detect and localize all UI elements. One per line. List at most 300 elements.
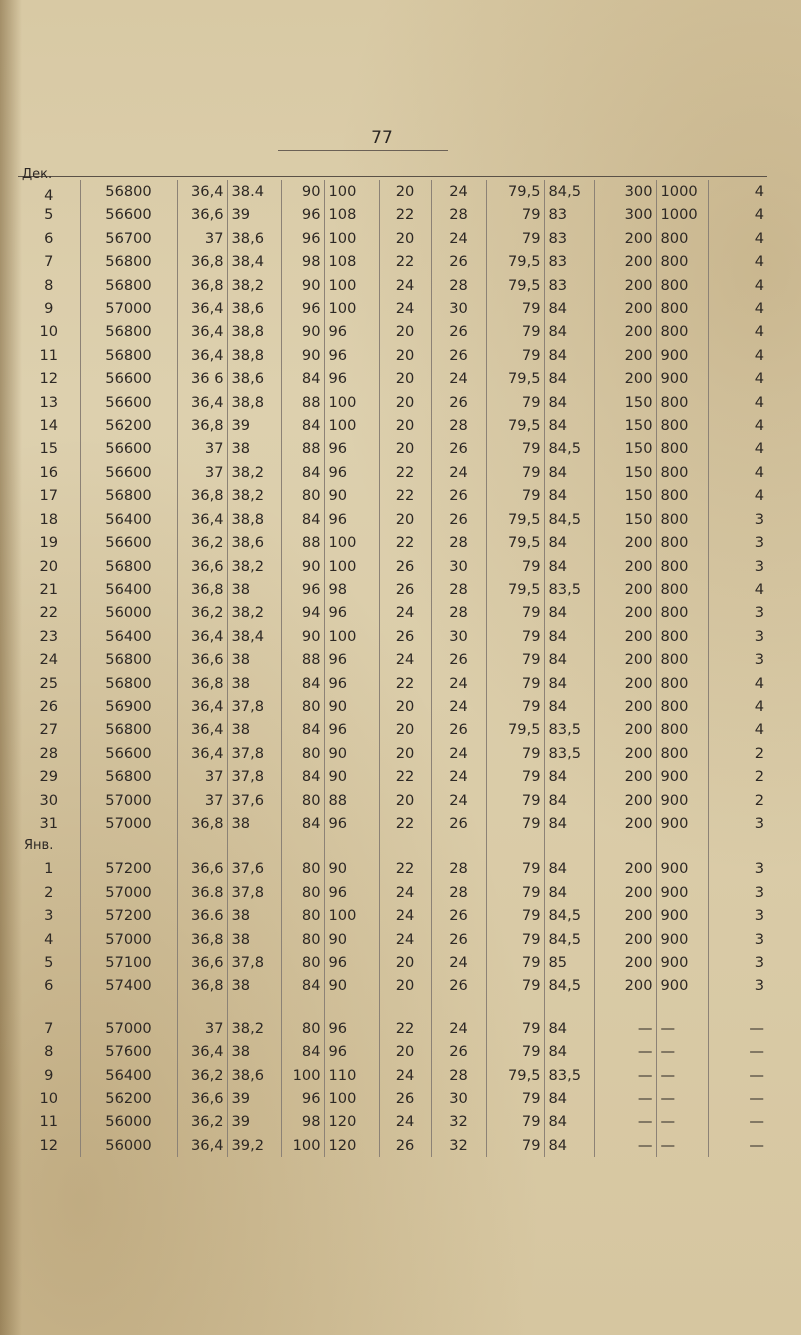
cell-c5: 100	[324, 180, 379, 203]
cell-c11: 800	[656, 718, 708, 741]
cell-c1: 56600	[80, 531, 177, 554]
table-row	[18, 1040, 767, 1063]
day-cell: 6	[44, 977, 54, 995]
cell-c2: 36,6	[177, 1087, 227, 1110]
cell-c1: 57200	[80, 904, 177, 927]
cell-c7: 30	[431, 1087, 486, 1110]
cell-c10: 200	[594, 578, 656, 601]
cell-c10: 200	[594, 250, 656, 273]
cell-c11: 900	[656, 344, 708, 367]
cell-c12: 4	[708, 695, 767, 718]
empty-cell	[324, 835, 379, 857]
table-row	[18, 508, 767, 531]
cell-c8: 79,5	[486, 1064, 544, 1087]
cell-c5: 90	[324, 742, 379, 765]
cell-c3: 38	[227, 578, 281, 601]
cell-c2: 36,6	[177, 951, 227, 974]
cell-c2: 36,8	[177, 414, 227, 437]
cell-c8: 79	[486, 695, 544, 718]
cell-c1: 56400	[80, 625, 177, 648]
section-header-row	[18, 998, 767, 1017]
cell-c10: 200	[594, 227, 656, 250]
cell-c6: 26	[379, 1087, 431, 1110]
cell-c7: 24	[431, 180, 486, 203]
cell-c4: 80	[281, 881, 324, 904]
cell-c4: 90	[281, 555, 324, 578]
cell-c4: 88	[281, 437, 324, 460]
cell-c10: 200	[594, 297, 656, 320]
cell-c2: 36,4	[177, 742, 227, 765]
empty-cell	[544, 998, 594, 1017]
cell-c11: 800	[656, 695, 708, 718]
cell-c9: 84	[544, 625, 594, 648]
cell-c1: 57200	[80, 857, 177, 880]
cell-c11: 800	[656, 601, 708, 624]
cell-c2: 37	[177, 461, 227, 484]
cell-c6: 20	[379, 180, 431, 203]
cell-c11: 1000	[656, 180, 708, 203]
cell-c4: 98	[281, 1110, 324, 1133]
cell-c3: 37,6	[227, 789, 281, 812]
cell-c2: 36,8	[177, 578, 227, 601]
cell-c9: 83,5	[544, 742, 594, 765]
cell-c12: 3	[708, 508, 767, 531]
cell-c12: —	[708, 1134, 767, 1157]
cell-c12: 2	[708, 742, 767, 765]
cell-c8: 79,5	[486, 508, 544, 531]
table-row	[18, 742, 767, 765]
empty-cell	[656, 835, 708, 857]
cell-c9: 84	[544, 414, 594, 437]
day-cell: 5	[44, 206, 54, 224]
cell-c12: 3	[708, 904, 767, 927]
cell-c9: 84	[544, 1040, 594, 1063]
table-row	[18, 695, 767, 718]
cell-c5: 120	[324, 1110, 379, 1133]
cell-c2: 36.6	[177, 904, 227, 927]
cell-c4: 98	[281, 250, 324, 273]
cell-c6: 26	[379, 578, 431, 601]
cell-c1: 56200	[80, 414, 177, 437]
section-label	[18, 998, 80, 1017]
cell-c7: 26	[431, 508, 486, 531]
cell-c9: 84	[544, 320, 594, 343]
cell-c4: 84	[281, 672, 324, 695]
cell-c6: 20	[379, 437, 431, 460]
cell-c7: 24	[431, 367, 486, 390]
cell-c3: 39,2	[227, 1134, 281, 1157]
table-row	[18, 625, 767, 648]
day-cell: 8	[44, 276, 54, 294]
cell-c1: 56400	[80, 1064, 177, 1087]
cell-c3: 38	[227, 437, 281, 460]
cell-c6: 20	[379, 391, 431, 414]
cell-c4: 96	[281, 578, 324, 601]
cell-c1: 56600	[80, 367, 177, 390]
cell-c11: 800	[656, 414, 708, 437]
empty-cell	[708, 835, 767, 857]
cell-c4: 84	[281, 765, 324, 788]
cell-c7: 24	[431, 227, 486, 250]
cell-c8: 79	[486, 974, 544, 997]
cell-c9: 84	[544, 297, 594, 320]
empty-cell	[594, 835, 656, 857]
cell-c10: 200	[594, 789, 656, 812]
cell-c4: 80	[281, 857, 324, 880]
cell-c5: 100	[324, 531, 379, 554]
day-cell: 27	[39, 721, 59, 739]
cell-c7: 24	[431, 951, 486, 974]
cell-c5: 100	[324, 414, 379, 437]
cell-c6: 20	[379, 695, 431, 718]
cell-c2: 36,4	[177, 508, 227, 531]
cell-c10: 200	[594, 320, 656, 343]
table-row	[18, 1134, 767, 1157]
cell-c3: 38,2	[227, 601, 281, 624]
cell-c2: 36,8	[177, 250, 227, 273]
cell-c6: 22	[379, 531, 431, 554]
cell-c1: 56600	[80, 391, 177, 414]
cell-c10: 200	[594, 344, 656, 367]
cell-c7: 32	[431, 1134, 486, 1157]
cell-c3: 38,2	[227, 461, 281, 484]
cell-c8: 79	[486, 437, 544, 460]
cell-c8: 79	[486, 555, 544, 578]
cell-c4: 80	[281, 928, 324, 951]
cell-c8: 79	[486, 1017, 544, 1040]
cell-c9: 83,5	[544, 1064, 594, 1087]
cell-c10: 200	[594, 695, 656, 718]
empty-cell	[486, 998, 544, 1017]
cell-c8: 79,5	[486, 367, 544, 390]
day-cell: 17	[39, 487, 59, 505]
cell-c7: 24	[431, 765, 486, 788]
cell-c9: 83	[544, 274, 594, 297]
cell-c5: 110	[324, 1064, 379, 1087]
table-row	[18, 274, 767, 297]
cell-c8: 79	[486, 320, 544, 343]
empty-cell	[708, 998, 767, 1017]
cell-c6: 24	[379, 1110, 431, 1133]
cell-c5: 96	[324, 951, 379, 974]
day-cell: 7	[44, 253, 54, 271]
cell-c2: 36,8	[177, 928, 227, 951]
month-label: Дек.	[22, 167, 53, 182]
table-row	[18, 974, 767, 997]
cell-c4: 88	[281, 648, 324, 671]
cell-c5: 96	[324, 508, 379, 531]
cell-c7: 26	[431, 1040, 486, 1063]
table-row	[18, 1064, 767, 1087]
day-cell: 15	[39, 440, 59, 458]
cell-c11: —	[656, 1110, 708, 1133]
cell-c6: 24	[379, 274, 431, 297]
cell-c12: 4	[708, 250, 767, 273]
cell-c10: 150	[594, 437, 656, 460]
cell-c3: 38,6	[227, 531, 281, 554]
cell-c11: 800	[656, 274, 708, 297]
cell-c5: 96	[324, 648, 379, 671]
cell-c4: 80	[281, 789, 324, 812]
cell-c12: 4	[708, 578, 767, 601]
table-row	[18, 297, 767, 320]
cell-c8: 79	[486, 1110, 544, 1133]
cell-c5: 100	[324, 625, 379, 648]
cell-c6: 22	[379, 1017, 431, 1040]
cell-c10: 200	[594, 718, 656, 741]
cell-c6: 22	[379, 461, 431, 484]
data-table	[18, 167, 767, 1157]
cell-c9: 83	[544, 250, 594, 273]
cell-c12: —	[708, 1017, 767, 1040]
cell-c11: —	[656, 1134, 708, 1157]
cell-c7: 26	[431, 344, 486, 367]
cell-c2: 36,2	[177, 1110, 227, 1133]
cell-c5: 90	[324, 857, 379, 880]
table-row	[18, 1087, 767, 1110]
cell-c6: 24	[379, 928, 431, 951]
cell-c3: 38,8	[227, 320, 281, 343]
cell-c11: 900	[656, 951, 708, 974]
cell-c9: 84	[544, 555, 594, 578]
table-row	[18, 789, 767, 812]
empty-cell	[227, 835, 281, 857]
day-cell: 9	[44, 300, 54, 318]
section-header-row	[18, 835, 767, 857]
cell-c1: 56800	[80, 484, 177, 507]
cell-c4: 100	[281, 1134, 324, 1157]
cell-c1: 57000	[80, 297, 177, 320]
table-row	[18, 718, 767, 741]
cell-c1: 56400	[80, 578, 177, 601]
cell-c3: 38,6	[227, 297, 281, 320]
cell-c6: 22	[379, 484, 431, 507]
table-row	[18, 765, 767, 788]
cell-c1: 56600	[80, 203, 177, 226]
cell-c6: 20	[379, 1040, 431, 1063]
cell-c6: 22	[379, 857, 431, 880]
cell-c12: 4	[708, 367, 767, 390]
cell-c11: —	[656, 1064, 708, 1087]
cell-c11: —	[656, 1040, 708, 1063]
cell-c11: 800	[656, 437, 708, 460]
cell-c3: 37,8	[227, 742, 281, 765]
cell-c7: 24	[431, 1017, 486, 1040]
cell-c5: 96	[324, 437, 379, 460]
cell-c5: 108	[324, 203, 379, 226]
cell-c5: 100	[324, 227, 379, 250]
cell-c5: 96	[324, 1040, 379, 1063]
cell-c11: 900	[656, 765, 708, 788]
table-row	[18, 227, 767, 250]
cell-c12: 2	[708, 765, 767, 788]
cell-c5: 90	[324, 695, 379, 718]
cell-c12: 4	[708, 391, 767, 414]
table-row	[18, 881, 767, 904]
cell-c10: 200	[594, 951, 656, 974]
cell-c5: 96	[324, 672, 379, 695]
cell-c1: 56600	[80, 742, 177, 765]
cell-c12: 3	[708, 555, 767, 578]
cell-c12: 3	[708, 531, 767, 554]
cell-c5: 100	[324, 904, 379, 927]
cell-c4: 84	[281, 508, 324, 531]
cell-c2: 36,2	[177, 601, 227, 624]
cell-c3: 38,8	[227, 391, 281, 414]
table-row	[18, 555, 767, 578]
cell-c11: 900	[656, 812, 708, 835]
cell-c11: 900	[656, 857, 708, 880]
cell-c10: 300	[594, 180, 656, 203]
cell-c3: 37,8	[227, 765, 281, 788]
cell-c10: 200	[594, 555, 656, 578]
cell-c4: 80	[281, 484, 324, 507]
cell-c12: 3	[708, 951, 767, 974]
table-row	[18, 648, 767, 671]
cell-c8: 79,5	[486, 578, 544, 601]
cell-c6: 24	[379, 601, 431, 624]
cell-c5: 100	[324, 391, 379, 414]
cell-c8: 79	[486, 625, 544, 648]
cell-c11: —	[656, 1087, 708, 1110]
cell-c8: 79	[486, 904, 544, 927]
cell-c2: 36,8	[177, 974, 227, 997]
cell-c2: 36,4	[177, 344, 227, 367]
day-cell: 18	[39, 510, 59, 528]
empty-cell	[227, 998, 281, 1017]
cell-c12: 4	[708, 297, 767, 320]
cell-c2: 36,8	[177, 672, 227, 695]
cell-c8: 79,5	[486, 414, 544, 437]
cell-c3: 38,4	[227, 250, 281, 273]
cell-c7: 26	[431, 812, 486, 835]
cell-c10: —	[594, 1087, 656, 1110]
cell-c3: 38	[227, 812, 281, 835]
cell-c2: 36,4	[177, 718, 227, 741]
cell-c8: 79,5	[486, 531, 544, 554]
cell-c2: 36,2	[177, 1064, 227, 1087]
cell-c1: 56800	[80, 765, 177, 788]
cell-c10: 200	[594, 648, 656, 671]
cell-c3: 37,8	[227, 881, 281, 904]
cell-c7: 26	[431, 648, 486, 671]
cell-c6: 20	[379, 344, 431, 367]
cell-c11: 800	[656, 625, 708, 648]
cell-c5: 100	[324, 555, 379, 578]
day-cell: 11	[39, 1113, 59, 1131]
cell-c7: 26	[431, 484, 486, 507]
table-row	[18, 437, 767, 460]
cell-c10: 150	[594, 508, 656, 531]
cell-c12: 3	[708, 857, 767, 880]
cell-c9: 84	[544, 789, 594, 812]
day-cell: 16	[39, 463, 59, 481]
day-cell: 24	[39, 651, 59, 669]
cell-c3: 37,8	[227, 951, 281, 974]
cell-c7: 24	[431, 742, 486, 765]
cell-c9: 84	[544, 391, 594, 414]
cell-c11: 1000	[656, 203, 708, 226]
cell-c8: 79	[486, 765, 544, 788]
table-row	[18, 904, 767, 927]
day-cell: 10	[39, 323, 59, 341]
cell-c4: 100	[281, 1064, 324, 1087]
cell-c12: 4	[708, 672, 767, 695]
cell-c5: 96	[324, 461, 379, 484]
cell-c4: 94	[281, 601, 324, 624]
cell-c11: 800	[656, 297, 708, 320]
cell-c7: 28	[431, 857, 486, 880]
cell-c9: 84	[544, 531, 594, 554]
table-row	[18, 250, 767, 273]
cell-c7: 32	[431, 1110, 486, 1133]
cell-c9: 84	[544, 1017, 594, 1040]
cell-c1: 57000	[80, 812, 177, 835]
cell-c5: 90	[324, 974, 379, 997]
cell-c8: 79	[486, 203, 544, 226]
cell-c5: 96	[324, 601, 379, 624]
cell-c3: 38	[227, 672, 281, 695]
cell-c1: 57400	[80, 974, 177, 997]
cell-c6: 24	[379, 881, 431, 904]
cell-c1: 56800	[80, 672, 177, 695]
day-cell: 3	[44, 907, 54, 925]
cell-c10: 200	[594, 531, 656, 554]
cell-c10: —	[594, 1040, 656, 1063]
cell-c2: 36,4	[177, 1040, 227, 1063]
cell-c8: 79	[486, 601, 544, 624]
cell-c2: 36,4	[177, 320, 227, 343]
cell-c12: 3	[708, 648, 767, 671]
empty-cell	[431, 835, 486, 857]
cell-c6: 22	[379, 250, 431, 273]
cell-c9: 84	[544, 765, 594, 788]
cell-c11: 800	[656, 742, 708, 765]
cell-c8: 79	[486, 461, 544, 484]
cell-c4: 96	[281, 297, 324, 320]
day-cell: 19	[39, 534, 59, 552]
cell-c10: —	[594, 1064, 656, 1087]
table-row	[18, 812, 767, 835]
cell-c6: 20	[379, 718, 431, 741]
day-number: 4	[44, 187, 54, 204]
cell-c7: 28	[431, 531, 486, 554]
cell-c3: 38	[227, 904, 281, 927]
table-row	[18, 320, 767, 343]
cell-c8: 79,5	[486, 718, 544, 741]
table-row	[18, 1017, 767, 1040]
cell-c12: 4	[708, 180, 767, 203]
cell-c3: 39	[227, 414, 281, 437]
table-row	[18, 601, 767, 624]
cell-c1: 56000	[80, 1110, 177, 1133]
cell-c4: 80	[281, 1017, 324, 1040]
cell-c3: 39	[227, 203, 281, 226]
cell-c12: 4	[708, 320, 767, 343]
cell-c11: 800	[656, 250, 708, 273]
table-row	[18, 484, 767, 507]
cell-c11: —	[656, 1017, 708, 1040]
cell-c8: 79	[486, 951, 544, 974]
cell-c8: 79	[486, 227, 544, 250]
cell-c5: 96	[324, 320, 379, 343]
cell-c3: 38,2	[227, 484, 281, 507]
cell-c4: 96	[281, 227, 324, 250]
cell-c12: 3	[708, 625, 767, 648]
cell-c11: 800	[656, 578, 708, 601]
cell-c6: 24	[379, 904, 431, 927]
cell-c12: 3	[708, 881, 767, 904]
